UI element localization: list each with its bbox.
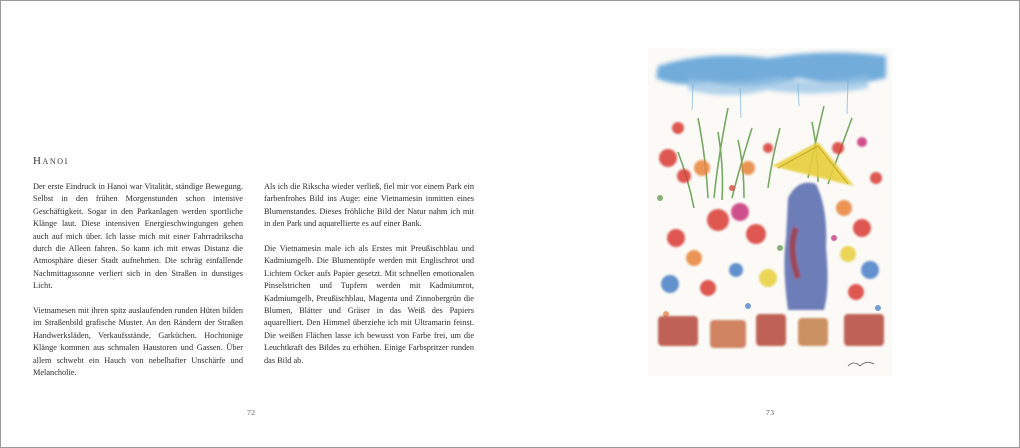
left-page xyxy=(1,1,510,447)
paragraph: Vietnamesen mit ihren spitz auslaufenden runden Hüten bilden im Straßenbild grafische Muster. An den Rändern der Straßen Handwerksläden, Verkaufsstände, Garküchen. Hochtonige Klänge kommen aus schmalen Haustoren und Gassen. Über allem schwebt ein Hauch von nebelhafter Unschärfe und Melancholie. xyxy=(33,306,243,378)
paragraph: Die Vietnamesin male ich als Erstes mit Preußischblau und Kadmiumgelb. Die Blumentöpfe werden mit Englischrot und Lichtem Ocker aufs Papier gesetzt. Mit schnellen emotionalen Pinselstrichen und Tupfern werden mit Kadmiumrot, Kadmiumgelb, Preußischblau, Magenta und Zinnobergrün die Blumen, Blätter und Gräser in das Weiß des Papiers aquarelliert. Den Himmel überziehe ich mit Ultramarin feinst. Die weißen Flächen lasse ich bewusst von Farbe frei, um die Leuchtkraft des Bildes zu erhöhen. Einige Farbspritzer runden das Bild ab. xyxy=(264,244,474,365)
text-column-1 xyxy=(33,181,243,392)
page-number-right: 73 xyxy=(766,408,775,417)
watercolor-painting-icon xyxy=(648,48,892,376)
paragraph: Der erste Eindruck in Hanoi war Vitalität, ständige Bewegung. Selbst in den frühen Morgenstunden schon intensive Geschäftigkeit. Sogar in den Parkanlagen werden sportliche Klänge laut. Diese intensiven Energieschwingungen gehen auch auf mich über. Ich lasse mich mit einer Fahrradrikscha durch die Alleen fahren. So kann ich mit etwas Distanz die Atmosphäre dieser Stadt aufnehmen. Die schräg einfallende Nachmittagssonne verliert sich in den Straßen in dunstiges Licht. xyxy=(33,182,243,291)
paragraph: Als ich die Rikscha wieder verließ, fiel mir vor einem Park ein farbenfrohes Bild ins Auge: eine Vietnamesin inmitten eines Blumenstandes. Dieses fröhliche Bild der Natur nahm ich mit in den Park und aquarellierte es auf einer Bank. xyxy=(264,182,474,229)
right-page xyxy=(511,1,1020,447)
section-heading: Hanoi xyxy=(33,155,69,167)
text-column-2 xyxy=(264,181,474,379)
page-number-left: 72 xyxy=(247,408,256,417)
